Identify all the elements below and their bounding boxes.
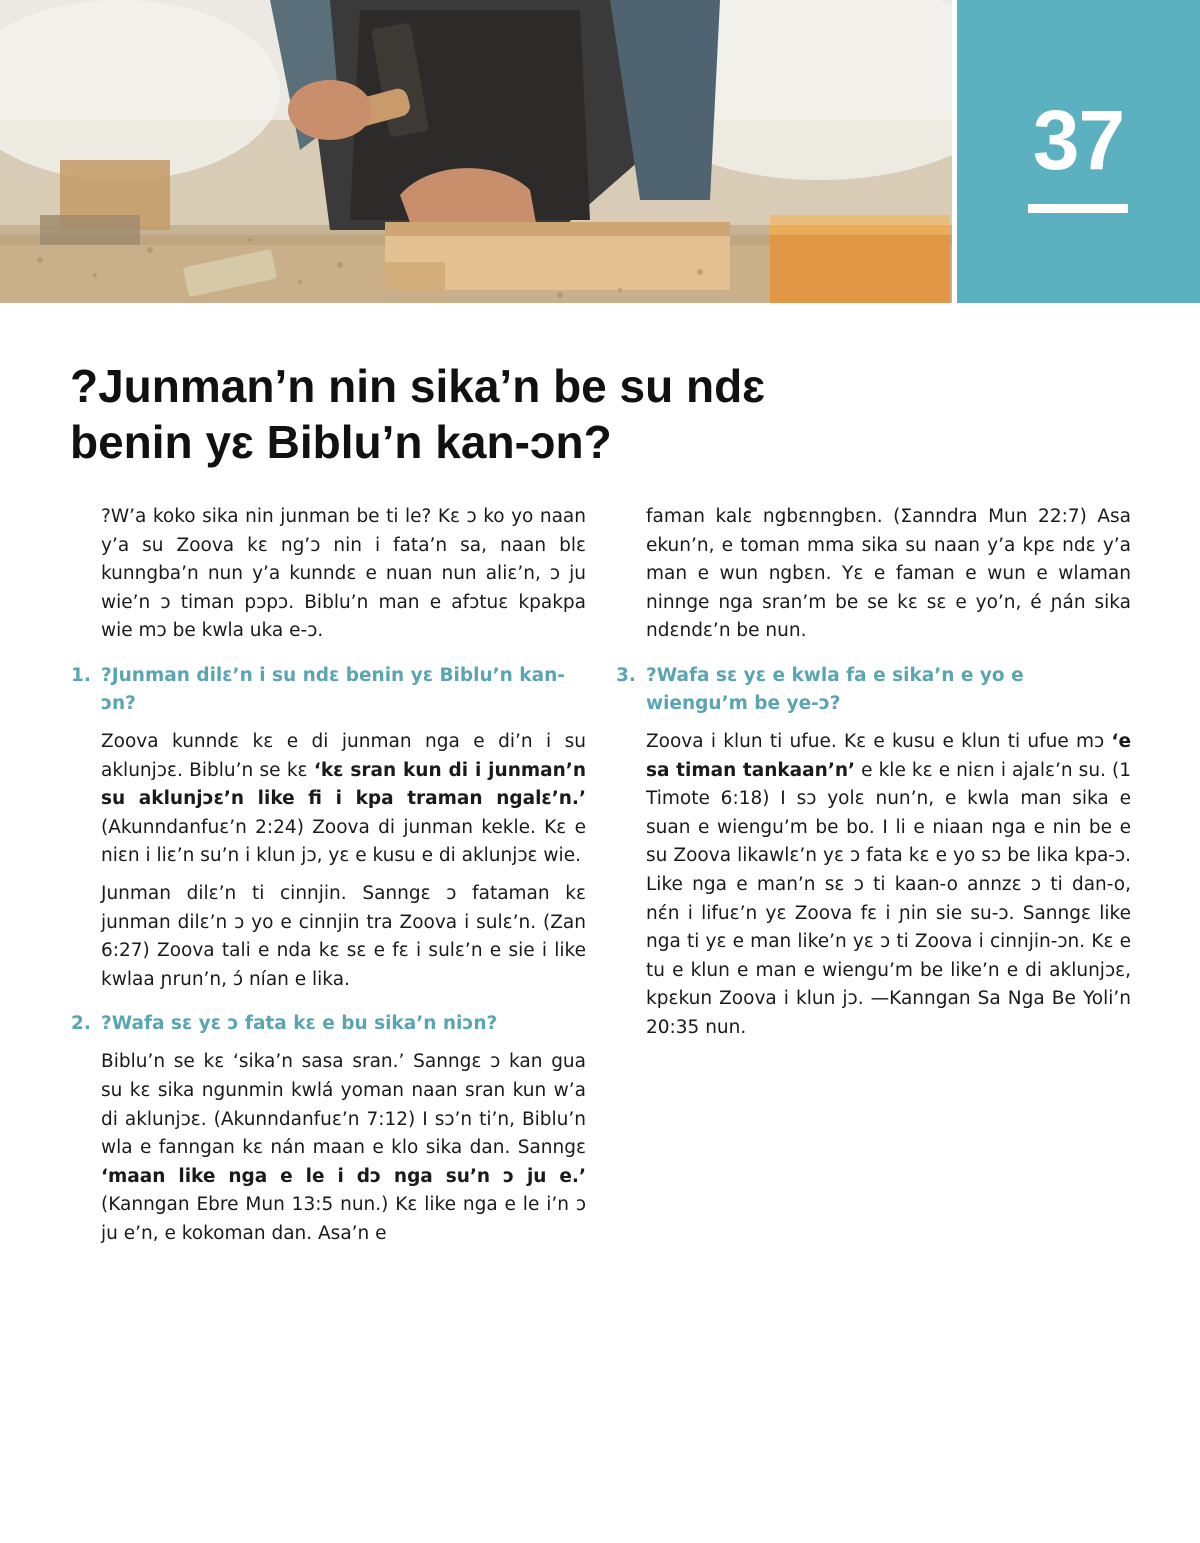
header-photo xyxy=(0,0,952,303)
page-title-line-2: benin yɛ Biblu’n kan-ɔn? xyxy=(70,416,612,468)
question-2 xyxy=(71,1010,586,1038)
section-3-paragraph-1 xyxy=(646,728,1131,1043)
left-column xyxy=(71,503,586,1248)
bold-scripture-quote: ‘maan like nga e le i dɔ nga su’n ɔ ju e.’ xyxy=(101,1165,586,1187)
text-run: (Kanngan Ebre Mun 13:5 nun.) Kɛ like nga e le i’n ɔ ju e’n, e kokoman dan. Asa’n e xyxy=(101,1194,586,1244)
question-2-number: 2. xyxy=(71,1013,91,1035)
section-1-paragraph-2: Junman dilɛ’n ti cinnjin. Sanngɛ ɔ fataman kɛ junman dilɛ’n ɔ yo e cinnjin tra Zoova i sulɛ’n. (Zan 6:27) Zoova tali e nda kɛ sɛ e fɛ i sulɛ’n e sie i like kwlaa ɲrun’n, ɔ́ nían e lika. xyxy=(101,882,586,990)
page-title xyxy=(70,358,970,470)
text-run: Biblu’n se kɛ ‘sika’n sasa sran.’ Sanngɛ ɔ kan gua su kɛ sika ngunmin kwlá yoman naan sran kun w’a di aklunjɔɛ. (Akunndanfuɛ’n 7:12) I sɔ’n ti’n, Biblu’n wla e fanngan kɛ nán maan e klo sika dan. Sanngɛ xyxy=(101,1051,586,1159)
question-1 xyxy=(71,662,586,718)
question-2-text: ?Wafa sɛ yɛ ɔ fata kɛ e bu sika’n niɔn? xyxy=(101,1013,498,1035)
section-2-paragraph-1-start xyxy=(101,1048,586,1248)
page-title-line-1: ?Junman’n nin sika’n be su ndɛ xyxy=(70,360,766,412)
text-run: (Akunndanfuɛ’n 2:24) Zoova di junman kekle. Kɛ e niɛn i liɛ’n su’n i klun jɔ, yɛ e kusu e di aklunjɔɛ wie. xyxy=(101,816,586,867)
lesson-number-underline xyxy=(1028,204,1128,213)
section-1-paragraph-1 xyxy=(101,728,586,871)
question-3 xyxy=(616,662,1131,718)
intro-paragraph: ?W’a koko sika nin junman be ti le? Kɛ ɔ ko yo naan y’a su Zoova kɛ ng’ɔ nin i fata’n sa, naan blɛ kunngba’n nun y’a kunndɛ e nuan nun aliɛ’n, ɔ ju wie’n ɔ timan pɔpɔ. Biblu’n man e afɔtuɛ kpakpa wie mɔ be kwla uka e-ɔ. xyxy=(101,506,586,642)
bold-scripture-quote: ‘e sa timan tankaan’n’ xyxy=(646,730,1131,781)
question-1-number: 1. xyxy=(71,664,91,686)
lesson-number-badge xyxy=(957,0,1200,303)
text-run: Zoova kunndɛ kɛ e di junman nga e di’n i su aklunjɔɛ. Biblu’n se kɛ xyxy=(101,730,586,781)
question-3-number: 3. xyxy=(616,664,636,686)
bold-scripture-quote: ‘kɛ sran kun di i junman’n su aklunjɔɛ’n like fi i kpa traman ngalɛ’n.’ xyxy=(101,759,586,810)
carpenter-hammering-photo xyxy=(0,0,952,303)
text-run: Zoova i klun ti ufue. Kɛ e kusu e klun ti ufue mɔ xyxy=(646,730,1112,752)
section-2-paragraph-1-continued: faman kalɛ ngbɛnngbɛn. (Ʃanndra Mun 22:7) Asa ekun’n, e toman mma sika su naan y’a kpɛ ndɛ y’a man e wun ngbɛn. Yɛ e faman e wun e wlaman ninnge nga sran’m be se kɛ sɛ e yo’n, é ɲán sika ndɛndɛ’n be nun. xyxy=(646,506,1131,642)
question-3-text: ?Wafa sɛ yɛ e kwla fa e sika’n e yo e wiengu’m be ye-ɔ? xyxy=(646,664,1024,714)
right-column xyxy=(616,503,1131,1052)
lesson-number: 37 xyxy=(1032,93,1125,187)
question-1-text: ?Junman dilɛ’n i su ndɛ benin yɛ Biblu’n kan-ɔn? xyxy=(101,664,565,714)
text-run: e kle kɛ e niɛn i ajalɛ’n su. (1 Timote 6:18) I sɔ yolɛ nun’n, e kwla man sika e suan e wiengu’m be bo. I li e niaan nga e nin be e su Zoova likawlɛ’n yɛ ɔ fata kɛ e yo sɔ be lika kpa-ɔ. Like nga e man’n sɛ ɔ ti kaan-o annzɛ ɔ ti dan-o, nɛ́n i lifuɛ’n yɛ Zoova fɛ i ɲin sie su-ɔ. Sanngɛ like nga ti yɛ e man like’n yɛ ɔ ti Zoova i cinnjin-ɔn. Kɛ e tu e klun e man e wiengu’m be like’n e di aklunjɔɛ, kpɛkun Zoova i klun jɔ. —Kanngan Sa Nga Be Yoli’n 20:35 nun. xyxy=(646,759,1131,1038)
